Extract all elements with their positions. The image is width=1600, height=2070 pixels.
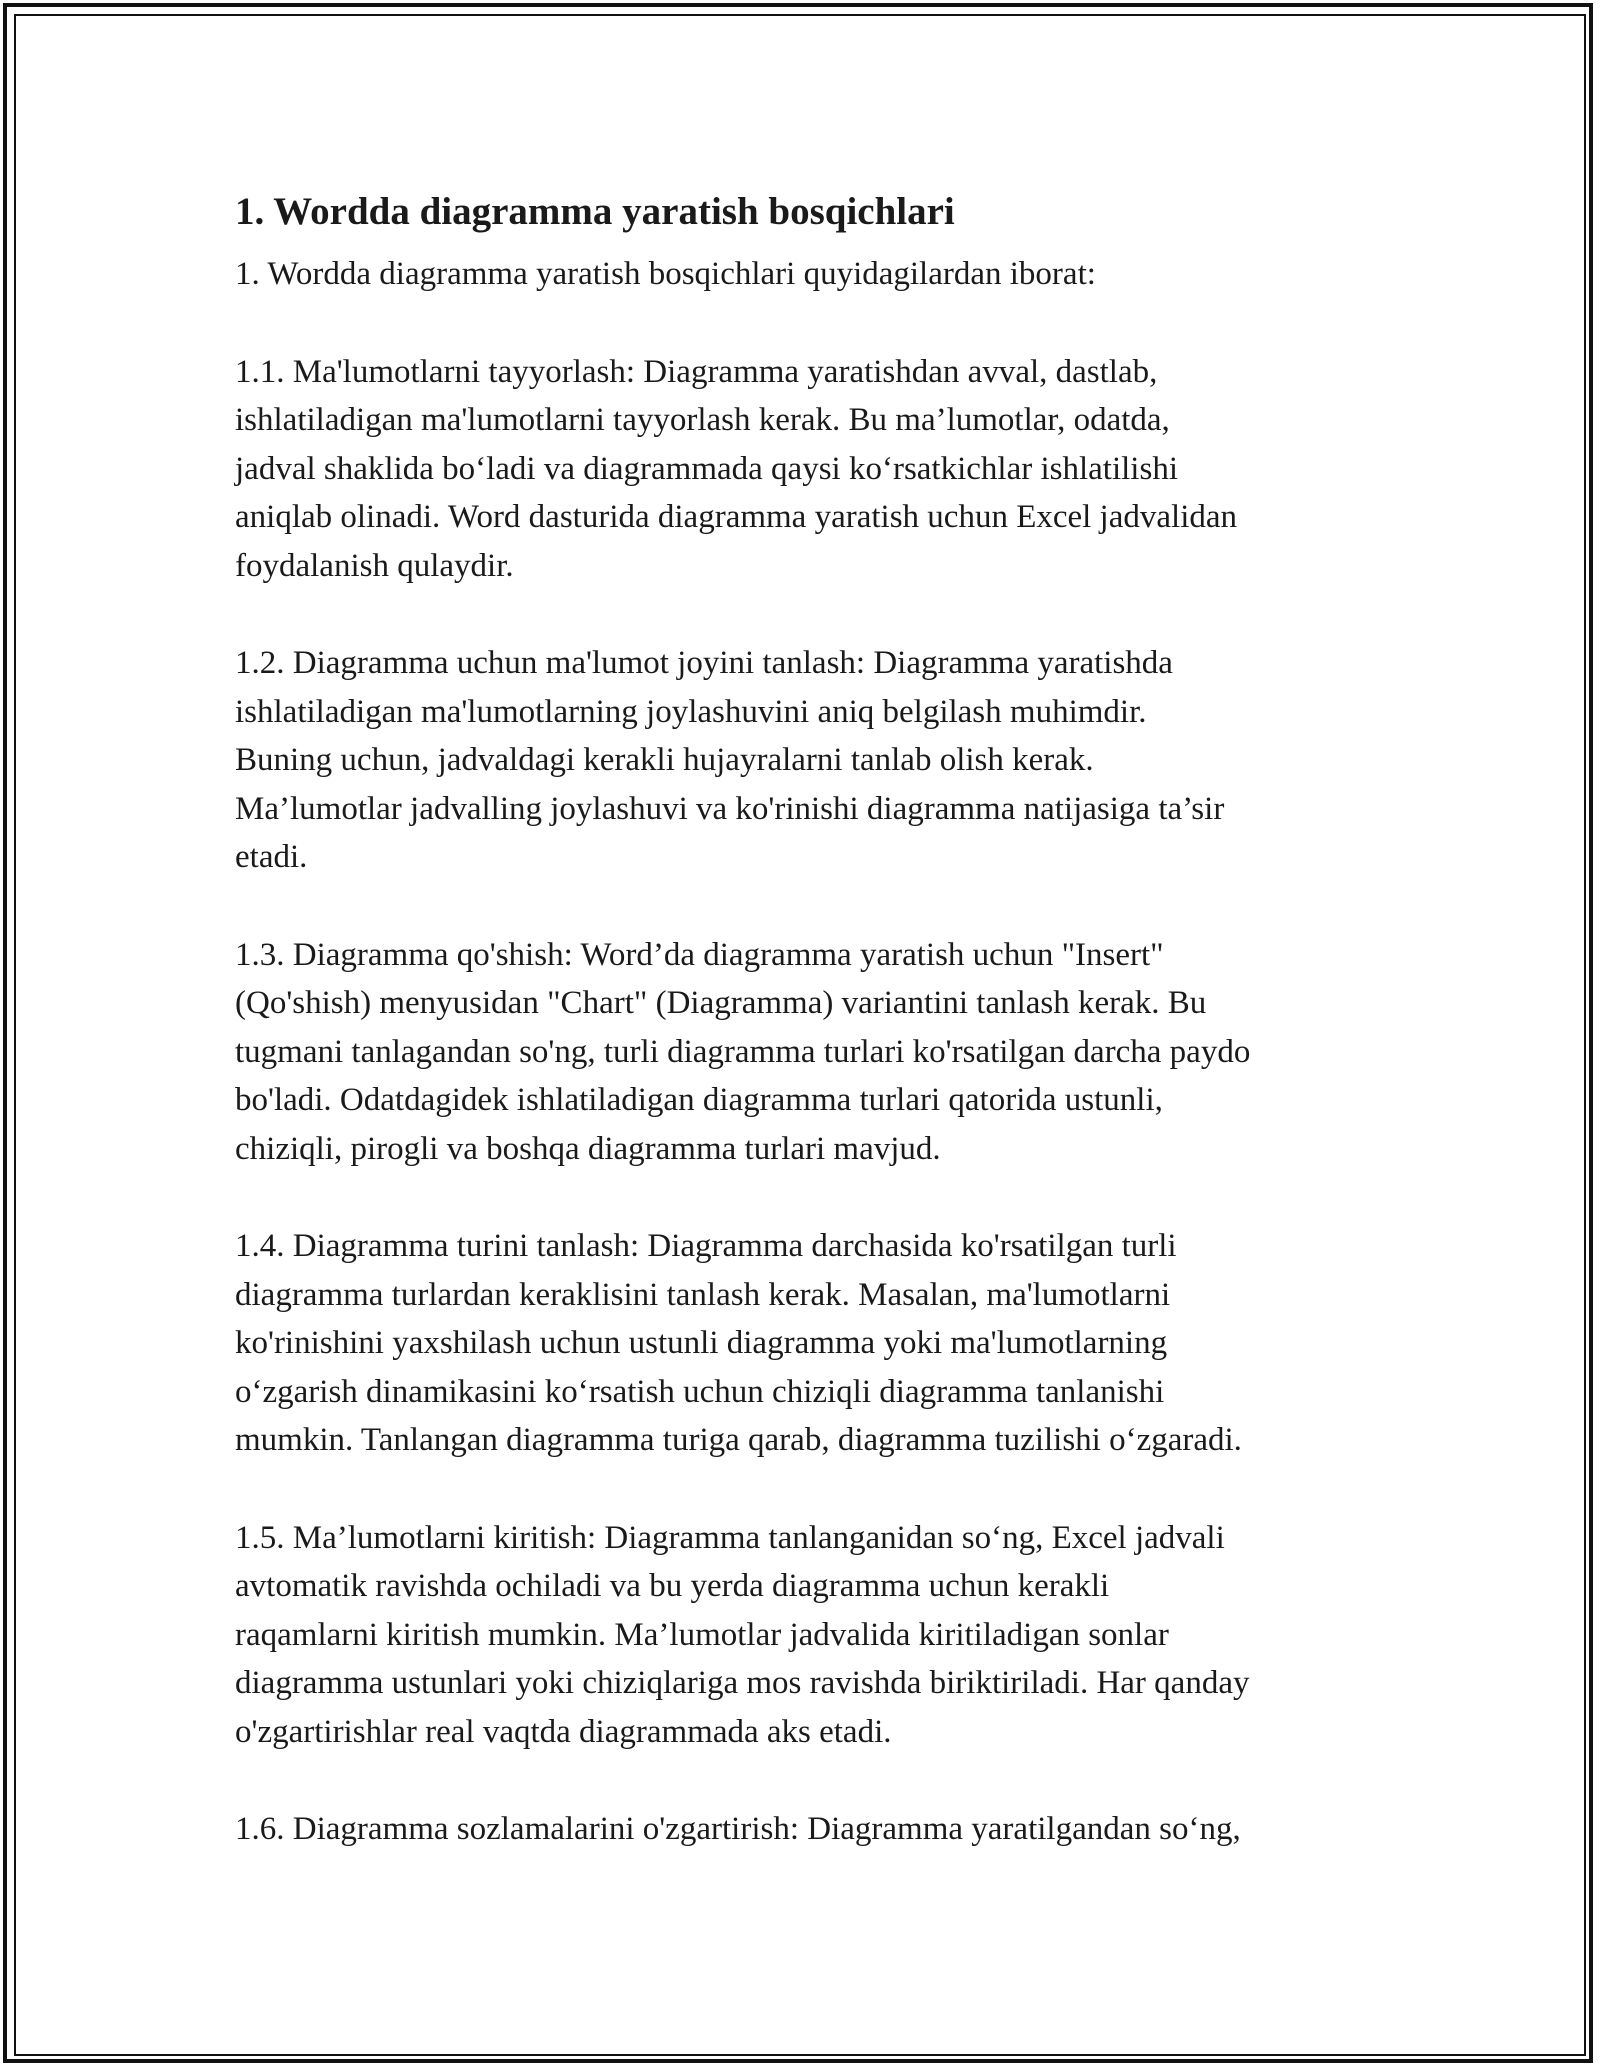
paragraph-line: 1.1. Ma'lumotlarni tayyorlash: Diagramma yaratishdan avval, dastlab, [235,353,1158,390]
paragraph-line: 1.2. Diagramma uchun ma'lumot joyini tanlash: Diagramma yaratishda [235,645,1173,681]
paragraph-line: o‘zgarish dinamikasini ko‘rsatish uchun chiziqli diagramma tanlanishi [235,1373,1165,1410]
paragraph-line: o'zgartirishlar real vaqtda diagrammada aks etadi. [235,1713,892,1750]
paragraph-line: mumkin. Tanlangan diagramma turiga qarab, diagramma tuzilishi o‘zgaradi. [235,1422,1242,1458]
document-body [235,182,1385,1854]
paragraph-line: aniqlab olinadi. Word dasturida diagramma yaratish uchun Excel jadvalidan [235,499,1238,535]
paragraph-line: (Qo'shish) menyusidan "Chart" (Diagramma) variantini tanlash kerak. Bu [235,985,1207,1021]
paragraph-line: avtomatik ravishda ochiladi va bu yerda diagramma uchun kerakli [235,1568,1110,1604]
paragraph-1-5 [235,1514,1385,1757]
paragraph-line: raqamlarni kiritish mumkin. Ma’lumotlar jadvalida kiritiladigan sonlar [235,1616,1169,1653]
paragraph-1-3 [235,931,1385,1174]
paragraph-line: ishlatiladigan ma'lumotlarni tayyorlash kerak. Bu ma’lumotlar, odatda, [235,402,1170,438]
paragraph-line: 1.6. Diagramma sozlamalarini o'zgartirish: Diagramma yaratilgandan so‘ng, [235,1811,1241,1847]
paragraph-line: ishlatiladigan ma'lumotlarning joylashuvini aniq belgilash muhimdir. [235,693,1147,730]
paragraph-1-6 [235,1805,1385,1854]
paragraph-1-2 [235,639,1385,882]
paragraph-line: diagramma ustunlari yoki chiziqlariga mos ravishda biriktiriladi. Har qanday [235,1665,1250,1701]
paragraph-line: 1.4. Diagramma turini tanlash: Diagramma darchasida ko'rsatilgan turli [235,1228,1177,1264]
paragraph-line: foydalanish qulaydir. [235,547,514,584]
intro-paragraph: 1. Wordda diagramma yaratish bosqichlari quyidagilardan iborat: [235,256,1096,292]
paragraph-line: diagramma turlardan keraklisini tanlash kerak. Masalan, ma'lumotlarni [235,1276,1171,1313]
paragraph-line: jadval shaklida bo‘ladi va diagrammada qaysi ko‘rsatkichlar ishlatilishi [235,450,1178,487]
paragraph-line: chiziqli, pirogli va boshqa diagramma turlari mavjud. [235,1130,941,1167]
paragraph-line: bo'ladi. Odatdagidek ishlatiladigan diagramma turlari qatorida ustunli, [235,1082,1163,1118]
paragraph-line: ko'rinishini yaxshilash uchun ustunli diagramma yoki ma'lumotlarning [235,1325,1168,1361]
paragraph-line: etadi. [235,839,308,875]
paragraph-line: 1.5. Ma’lumotlarni kiritish: Diagramma tanlanganidan so‘ng, Excel jadvali [235,1519,1225,1556]
paragraph-1-1 [235,348,1385,591]
paragraph-line: Buning uchun, jadvaldagi kerakli hujayralarni tanlab olish kerak. [235,742,1094,778]
paragraph-line: 1.3. Diagramma qo'shish: Word’da diagramma yaratish uchun "Insert" [235,936,1164,973]
paragraph-line: Ma’lumotlar jadvalling joylashuvi va ko'rinishi diagramma natijasiga ta’sir [235,790,1225,827]
section-heading: 1. Wordda diagramma yaratish bosqichlari [235,190,955,233]
paragraph-1-4 [235,1222,1385,1465]
paragraph-line: tugmani tanlagandan so'ng, turli diagramma turlari ko'rsatilgan darcha paydo [235,1033,1251,1070]
